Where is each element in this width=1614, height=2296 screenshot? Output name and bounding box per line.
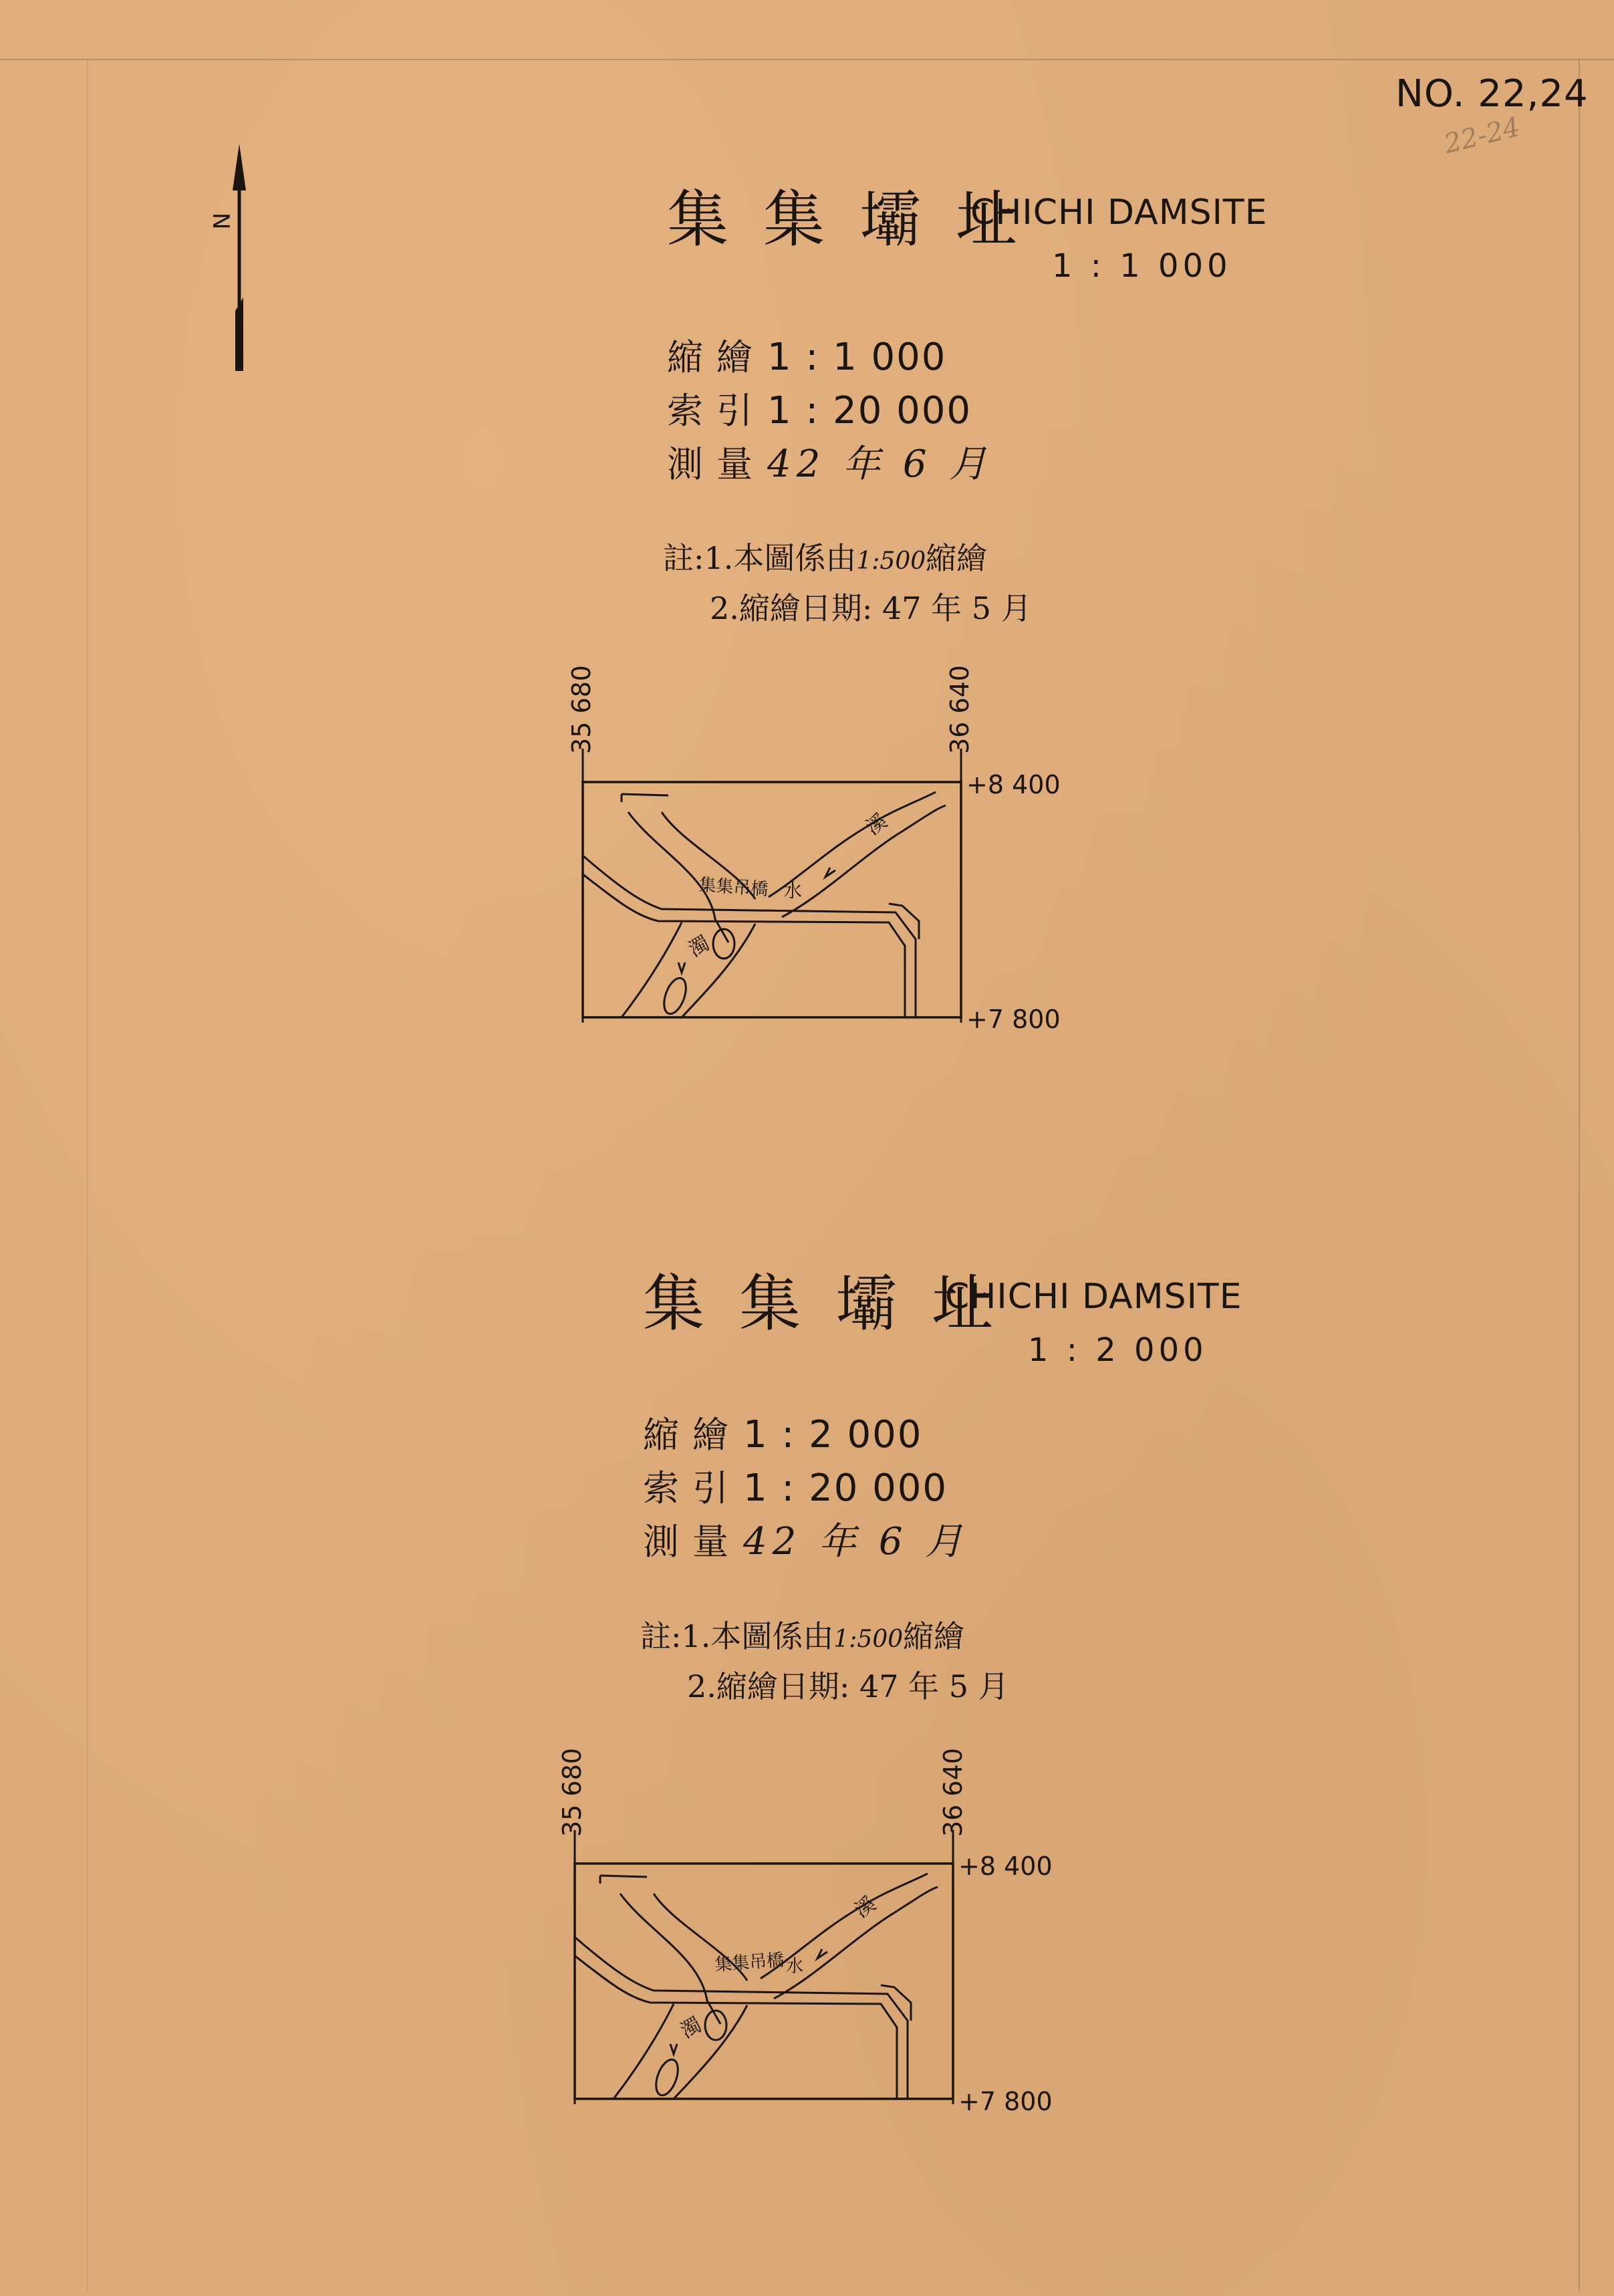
- map-label-river-b: 濁: [684, 931, 714, 962]
- note-scale: 1:500: [833, 1626, 904, 1653]
- note-text: 縮繪: [926, 540, 988, 576]
- flow-arrow: [600, 1876, 647, 1884]
- panel-1-row-index: [667, 384, 992, 438]
- note-text: 1.本圖係由: [681, 1618, 834, 1654]
- row-value: 1 : 20 000: [743, 1466, 948, 1510]
- panel-1-grid-west: 35 680: [567, 665, 596, 754]
- note-prefix: 註:: [663, 540, 704, 576]
- row-value: 1 : 2 000: [743, 1413, 923, 1456]
- panel-1-index-map: [581, 749, 969, 1029]
- panel-1-note: [663, 535, 1032, 632]
- panel-1-note-line-1: [663, 535, 1032, 585]
- panel-1-info-rows: [667, 331, 992, 491]
- note-text: 1.本圖係由: [704, 540, 857, 576]
- frame-left-line: [87, 59, 88, 2291]
- panel-1-grid-east: 36 640: [945, 665, 974, 754]
- row-label: 縮繪: [643, 1414, 742, 1456]
- note-prefix: 註:: [640, 1618, 682, 1654]
- panel-1-title-en: CHICHI DAMSITE: [970, 193, 1268, 233]
- north-arrow-icon: [221, 144, 258, 371]
- row-value: 1 : 1 000: [767, 336, 947, 379]
- panel-2-row-survey: [643, 1515, 968, 1569]
- panel-2-grid-north: +8 400: [958, 1852, 1053, 1881]
- map-label-river-c: 溪: [861, 809, 892, 840]
- panel-2-title-cn: 集集壩址: [643, 1268, 1029, 1340]
- row-label: 索引: [667, 390, 766, 432]
- river-bank: [614, 2004, 674, 2099]
- frame-right-line: [1579, 59, 1580, 2291]
- panel-1-note-line-2: 2.縮繪日期: 47 年 5 月: [710, 590, 1032, 626]
- flow-arrow: [670, 2044, 677, 2054]
- sheet-number: NO. 22,24: [1395, 72, 1589, 116]
- row-label: 索引: [643, 1467, 742, 1509]
- row-value: 42 年 6 月: [743, 1520, 968, 1563]
- panel-2-row-index: [643, 1462, 968, 1515]
- map-label-bridge: 集集吊橋: [714, 1950, 785, 1975]
- sandbar: [652, 2057, 682, 2098]
- road: [889, 904, 919, 939]
- flow-arrow: [825, 868, 835, 877]
- panel-1-grid-south: +7 800: [966, 1005, 1061, 1034]
- panel-2-grid-west: 35 680: [557, 1748, 587, 1837]
- panel-2-row-reduction: [643, 1408, 968, 1462]
- river-bank: [622, 922, 682, 1017]
- pencil-note: 22-24: [1441, 111, 1524, 160]
- panel-1-row-reduction: [667, 331, 992, 384]
- panel-2-note-line-1: [640, 1613, 1009, 1663]
- panel-2-title-scale: 1 : 2 000: [1028, 1331, 1208, 1369]
- flow-arrow: [622, 794, 668, 802]
- row-label: 縮繪: [667, 336, 766, 378]
- flow-arrow: [817, 1949, 827, 1958]
- sandbar: [660, 975, 690, 1017]
- panel-1-title-scale: 1 : 1 000: [1052, 247, 1232, 285]
- road: [575, 1956, 897, 2099]
- panel-1-row-survey: [667, 438, 992, 491]
- map-label-river-c: 溪: [850, 1892, 881, 1923]
- panel-2-index-map: [573, 1830, 961, 2111]
- flow-arrow: [678, 963, 685, 973]
- frame-top-line: [0, 59, 1614, 60]
- panel-1-title-cn: 集集壩址: [667, 184, 1053, 255]
- note-text: 縮繪: [903, 1618, 965, 1654]
- row-label: 測量: [643, 1521, 742, 1563]
- panel-2-grid-east: 36 640: [938, 1748, 968, 1837]
- map-label-bridge: 集集吊橋: [698, 875, 769, 900]
- panel-1-grid-north: +8 400: [966, 770, 1061, 799]
- panel-2-grid-south: +7 800: [958, 2087, 1053, 2116]
- map-label-river-b: 濁: [676, 2013, 706, 2043]
- row-value: 1 : 20 000: [767, 389, 972, 432]
- row-value: 42 年 6 月: [767, 442, 992, 486]
- panel-2-title-en: CHICHI DAMSITE: [945, 1277, 1242, 1317]
- note-scale: 1:500: [856, 547, 926, 575]
- road: [881, 1985, 911, 2021]
- panel-2-info-rows: [643, 1408, 968, 1569]
- panel-2-note-line-2: 2.縮繪日期: 47 年 5 月: [687, 1668, 1009, 1704]
- map-label-river-a: 水: [786, 1956, 804, 1976]
- map-label-river-a: 水: [783, 880, 803, 902]
- row-label: 測量: [667, 443, 766, 485]
- panel-2-note: [640, 1613, 1009, 1710]
- north-label: N: [207, 213, 234, 230]
